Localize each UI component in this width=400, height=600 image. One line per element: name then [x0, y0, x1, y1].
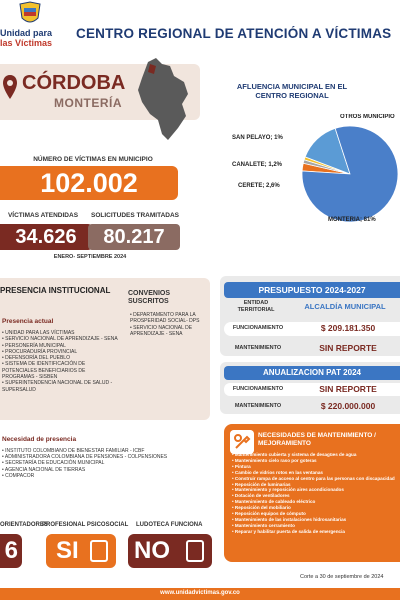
pie-label-canalete: CANALETE; 1,2% — [232, 162, 283, 168]
chart-title: AFLUENCIA MUNICIPAL EN EL CENTRO REGIONAL — [236, 82, 348, 100]
current-presence-label: Presencia actual — [2, 318, 54, 325]
indicator-b-label: PROFESIONAL PSICOSOCIAL — [42, 522, 129, 528]
period-label: ENERO- SEPTIEMBRE 2024 — [53, 254, 127, 260]
agreement-item: • DEPARTAMENTO PARA LA PROSPERIDAD SOCIAL- DPS — [130, 312, 206, 325]
maintenance-need-item: • Reposición del mobiliario — [232, 505, 400, 511]
maintenance-need-item: • Mantenimiento cerramiento — [232, 523, 400, 529]
maintenance-need-item: • Dotación de ventiladores — [232, 493, 400, 499]
agreements-title: CONVENIOS SUSCRITOS — [128, 290, 171, 305]
maintenance-need-item: • Pintura — [232, 464, 400, 470]
current-presence-item: • UNIDAD PARA LAS VÍCTIMAS — [2, 330, 118, 336]
logo-line1: Unidad para — [0, 28, 53, 38]
victims-count: 102.002 — [0, 166, 178, 200]
cut-date: Corte a 30 de septiembre de 2024 — [300, 574, 384, 580]
needed-presence-item: • ADMINISTRADORA COLOMBIANA DE PENSIONES - COLPENSIONES — [2, 454, 212, 460]
logo-text — [0, 28, 60, 48]
pat-funding-label: FUNCIONAMIENTO — [232, 386, 284, 392]
maintenance-label: MANTENIMIENTO — [234, 345, 282, 351]
needed-presence-label: Necesidad de presencia — [2, 436, 77, 443]
requests-label: SOLICITUDES TRAMITADAS — [91, 212, 179, 219]
pie-label-otros: OTROS MUNICIPIO — [340, 114, 395, 120]
maintenance-need-item: • Mantenimiento de cableado eléctrico — [232, 499, 400, 505]
colombia-map-icon — [128, 54, 200, 144]
maintenance-need-item: • Construir rampa de acceso al centro para las personas con discapacidad — [232, 476, 400, 482]
maintenance-need-item: • Reparar y habilitar puerta de salida de emergencia — [232, 529, 400, 535]
indicator-a-value: 6 — [0, 534, 22, 568]
department-name: CÓRDOBA — [22, 72, 126, 94]
needed-presence-item: • COMPACOR — [2, 473, 212, 479]
tools-icon — [230, 430, 254, 454]
entity-value: ALCALDÍA MUNICIPAL — [304, 302, 386, 311]
current-presence-list — [2, 330, 118, 393]
entity-label: ENTIDAD TERRITORIAL — [237, 300, 275, 313]
coat-of-arms-icon — [0, 0, 60, 28]
logo-line2: las Víctimas — [0, 38, 53, 48]
playroom-icon — [186, 540, 204, 562]
maintenance-needs-list — [232, 452, 400, 535]
maintenance-value: SIN REPORTE — [319, 343, 377, 353]
needed-presence-item: • AGENCIA NACIONAL DE TIERRAS — [2, 467, 212, 473]
indicator-b-value: SI — [46, 534, 116, 568]
municipality-name: MONTERÍA — [54, 96, 122, 110]
current-presence-item: • SUPERINTENDENCIA NACIONAL DE SALUD - SUPERSALUD — [2, 380, 118, 393]
maintenance-need-item: • Mantenimiento cubierta y sistema de desagües de agua — [232, 452, 400, 458]
maintenance-need-item: • Reposición equipos de cómputo — [232, 511, 400, 517]
victims-label: NÚMERO DE VÍCTIMAS EN MUNICIPIO — [33, 156, 153, 163]
attended-label: VÍCTIMAS ATENDIDAS — [7, 212, 79, 219]
pie-label-san-pelayo: SAN PELAYO; 1% — [232, 135, 283, 141]
needed-presence-list — [2, 448, 212, 479]
pie-label-monteria: MONTERIA; 81% — [328, 217, 376, 223]
pat-maintenance-value: $ 220.000.000 — [320, 401, 376, 411]
maintenance-need-item: • Reposición de luminarias — [232, 482, 400, 488]
attended-count: 34.626 — [0, 224, 92, 250]
requests-count: 80.217 — [88, 224, 180, 250]
current-presence-item: • DEFENSORÍA DEL PUEBLO — [2, 355, 118, 361]
indicator-c-value: NO — [128, 534, 212, 568]
current-presence-item: • PERSONERÍA MUNICIPAL — [2, 343, 118, 349]
current-presence-item: • SERVICIO NACIONAL DE APRENDIZAJE - SENA — [2, 336, 118, 342]
pie-chart — [200, 104, 400, 254]
agreements-list — [130, 312, 206, 337]
maintenance-need-item: • Cambio de vidrios rotos en las ventanas — [232, 470, 400, 476]
maintenance-needs-title: NECESIDADES DE MANTENIMIENTO / MEJORAMIENTO — [258, 432, 376, 447]
pat-title: ANUALIZACION PAT 2024 — [224, 366, 400, 380]
psychosocial-icon — [90, 540, 108, 562]
footer-url[interactable]: www.unidadvictimas.gov.co — [160, 590, 240, 596]
indicator-a-label: ORIENTADORES — [0, 522, 48, 528]
maintenance-need-item: • Mantenimiento y reposición aires acondicionados — [232, 487, 400, 493]
maintenance-need-item: • Mantenimiento de las instalaciones hidrosanitarias — [232, 517, 400, 523]
needed-presence-item: • INSTITUTO COLOMBIANO DE BIENESTAR FAMILIAR - ICBF — [2, 448, 212, 454]
maintenance-need-item: • Mantenimiento cielo raso por goteras — [232, 458, 400, 464]
funding-value: $ 209.181.350 — [320, 323, 376, 333]
pat-funding-value: SIN REPORTE — [319, 384, 377, 394]
funding-label: FUNCIONAMIENTO — [232, 325, 284, 331]
current-presence-item: • PROCURADURÍA PROVINCIAL — [2, 349, 118, 355]
indicator-c-label: LUDOTECA FUNCIONA — [136, 522, 203, 528]
institutional-title: PRESENCIA INSTITUCIONAL — [0, 286, 111, 295]
agreement-item: • SERVICIO NACIONAL DE APRENDIZAJE - SENA — [130, 325, 206, 338]
page-title: CENTRO REGIONAL DE ATENCIÓN A VÍCTIMAS — [76, 26, 392, 41]
location-pin-icon — [2, 74, 18, 100]
budget-title: PRESUPUESTO 2024-2027 — [224, 282, 400, 298]
current-presence-item: • SISTEMA DE IDENTIFICACIÓN DE POTENCIALES BENEFICIARIOS DE PROGRAMAS - SISBEN — [2, 361, 118, 380]
pie-label-cerete: CERETE; 2,6% — [238, 183, 280, 189]
needed-presence-item: • SECRETARÍA DE EDUCACIÓN MUNICIPAL — [2, 460, 212, 466]
pat-maintenance-label: MANTENIMIENTO — [234, 403, 282, 409]
